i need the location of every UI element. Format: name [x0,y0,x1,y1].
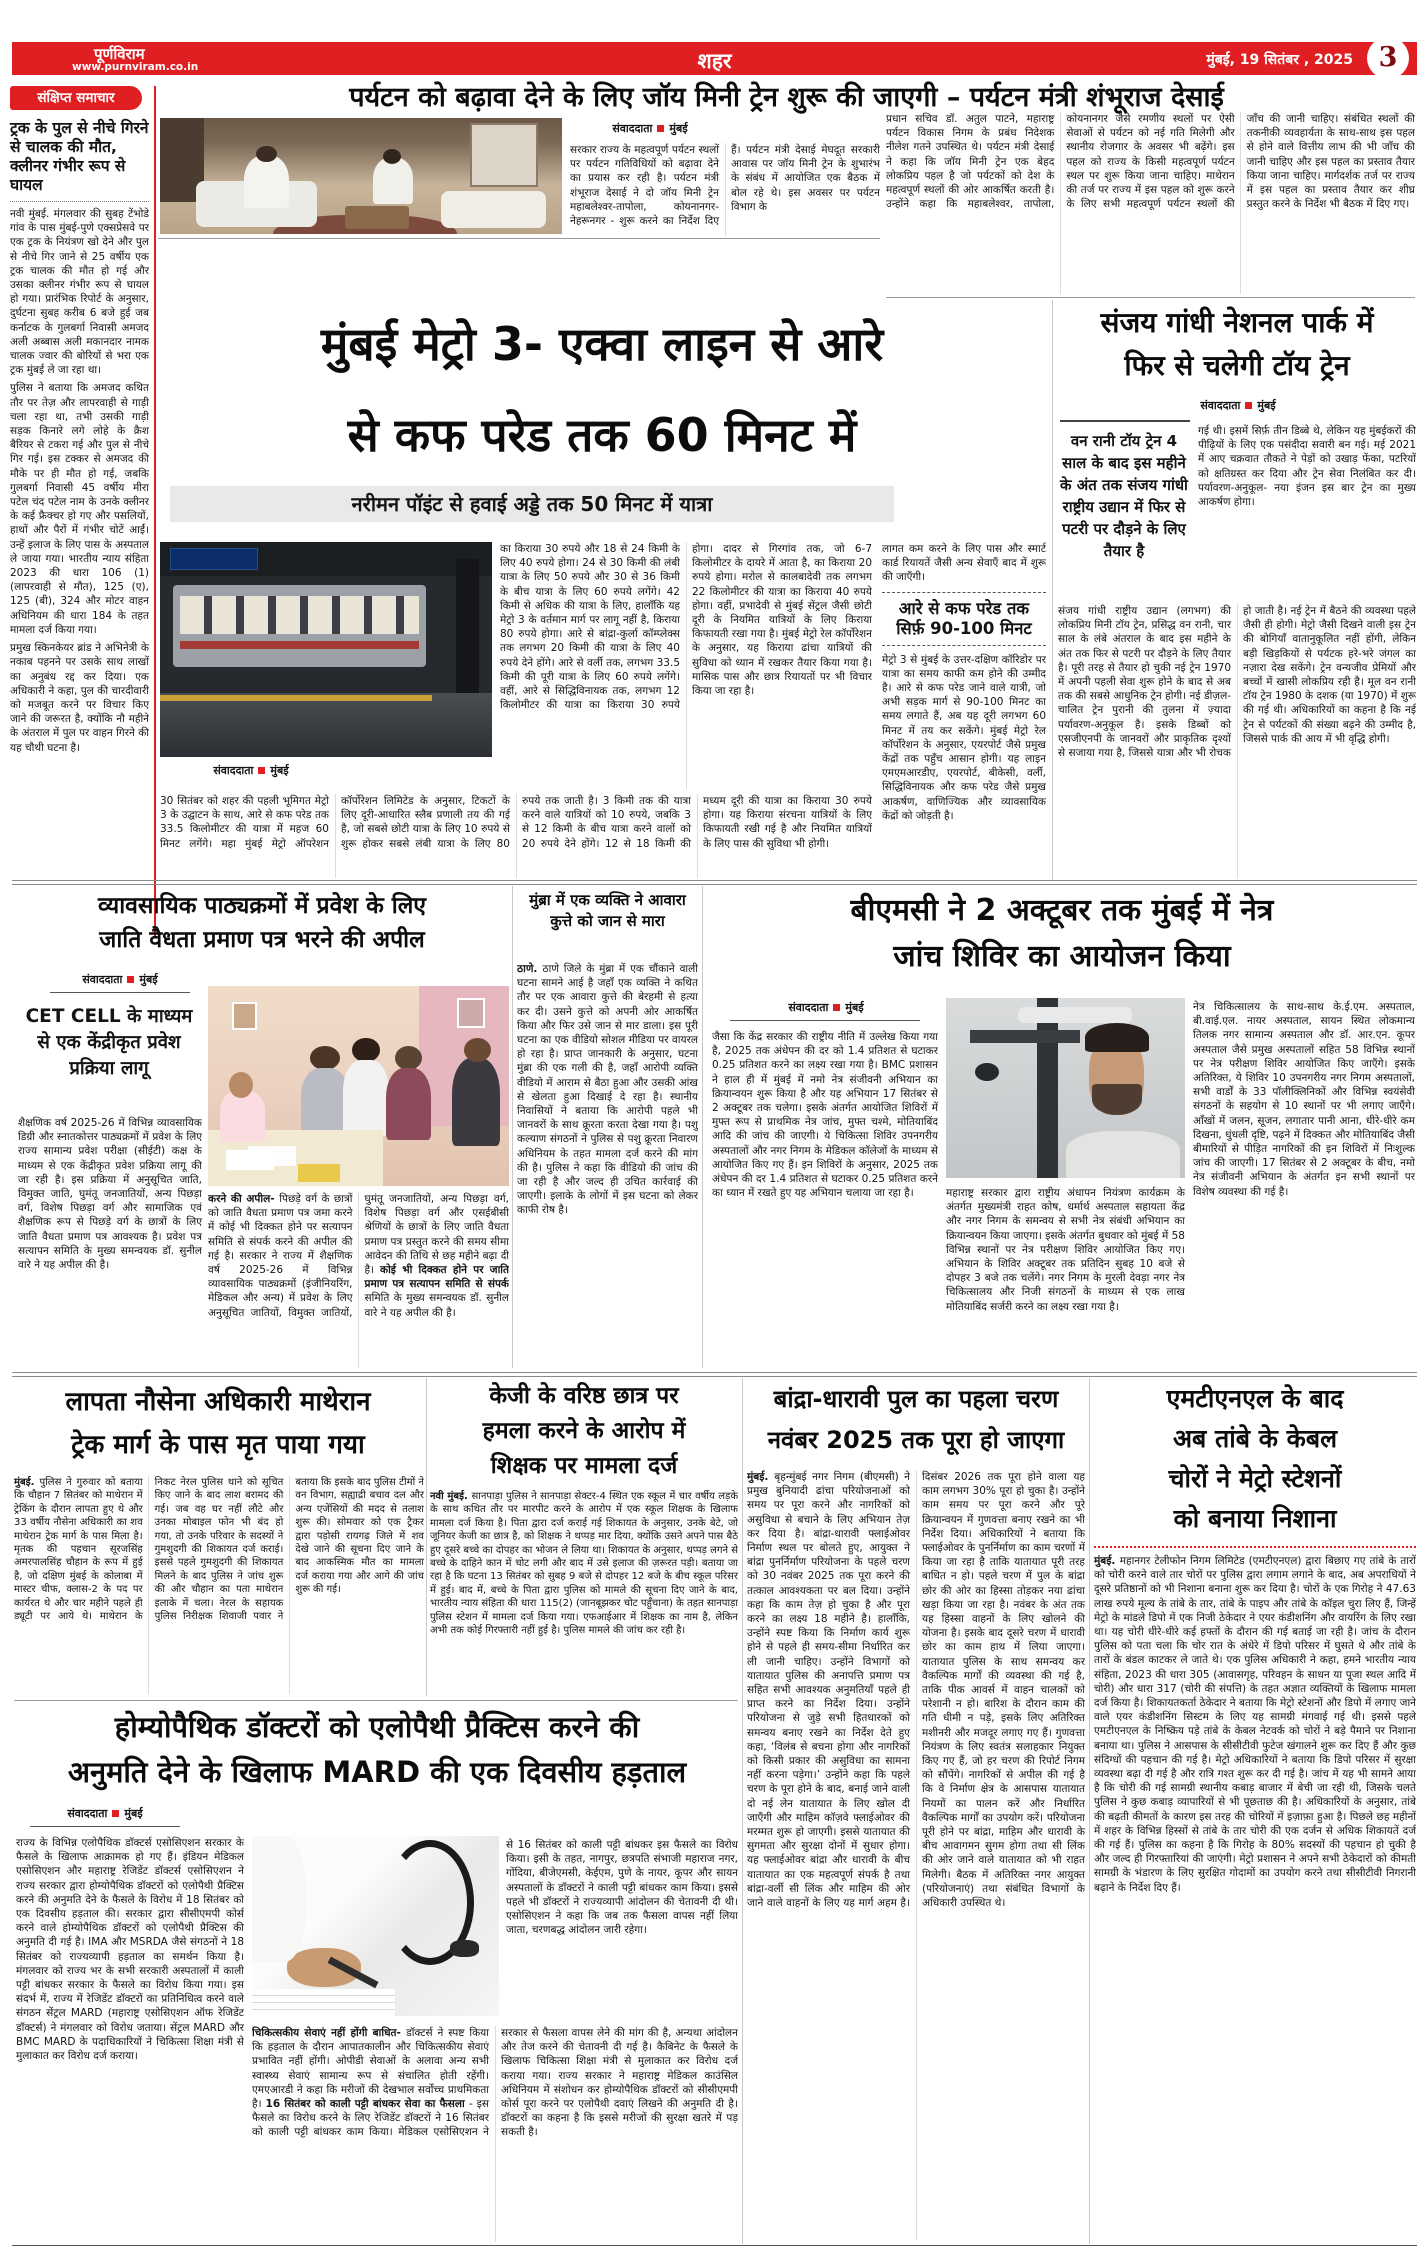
column-divider [1089,1378,1090,2244]
bandra-body-text: बृहन्मुंबई नगर निगम (बीएमसी) ने प्रमुख बुनियादी ढांचा परियोजनाओं को समय पर पूरा करने और नागरिकों को असुविधा से बचाने के लिए अभियान तेज़ कर दिया है। बांद्रा-धारावी फ्लाईओवर निर्माण स्थल पर बोलते हुए, आयुक्त ने बांद्रा पुनर्निर्माण परियोजना के पहले चरण को 30 नवंबर 2025 तक पूरा करने की तत्काल आवश्यकता पर बल दिया। उन्होंने कहा कि काम तेज़ हो चुका है और पूरा करने का लक्ष्य 18 महीने है। हालाँकि, उन्होंने स्पष्ट किया कि निर्माण कार्य शुरू होने से पहले ही समय-सीमा निर्धारित कर ली जानी चाहिए। उन्होंने विभागों को यातायात पुलिस की अनापत्ति प्रमाण पत्र सहित सभी आवश्यक अनुमतियाँ पहले ही प्राप्त करने का निर्देश दिया। उन्होंने परियोजना से जुड़े सभी हितधारकों को समन्वय बनाए रखने का निर्देश देते हुए कहा, ‘विलंब से बचना होगा और नागरिकों को किसी प्रकार की असुविधा का सामना नहीं करना पड़ेगा।’ उन्होंने कहा कि पहले चरण के पूरा होने के बाद, बनाई जाने वाली दो नई लेन यातायात के लिए खोल दी जाएँगी और माहिम कॉज़वे फ्लाईओवर की मरम्मत शुरू हो जाएगी। इससे यातायात की सुगमता और सुरक्षा दोनों में सुधार होगा। यह फ्लाईओवर बांद्रा और धारावी के बीच यातायात का एक महत्वपूर्ण संपर्क है तथा बांद्रा-वर्ली सी लिंक और माहिम की ओर जाने वाले वाहनों के लिए यह मार्ग अहम है। दिसंबर 2026 तक पूरा होने वाला यह काम लगभग 30% पूरा हो चुका है। उन्होंने काम समय पर पूरा करने और पूरे क्रियान्वयन में गुणवत्ता बनाए रखने का भी निर्देश दिया। अधिकारियों ने बताया कि फ्लाईओवर के पुनर्निर्माण का काम चरणों में किया जा रहा है ताकि यातायात पूरी तरह बाधित न हो। पहले चरण में पुल के बांद्रा छोर की ओर का हिस्सा तोड़कर नया ढांचा खड़ा किया जा रहा है। नवंबर के अंत तक यह हिस्सा वाहनों के लिए खोलने की योजना है। इसके बाद दूसरे चरण में धारावी छोर का काम हाथ में लिया जाएगा। यातायात पुलिस के साथ समन्वय कर वैकल्पिक मार्गों की व्यवस्था की गई है, ताकि पीक आवर्स में वाहन चालकों को परेशानी न हो। बारिश के दौरान काम की गति धीमी न पड़े, इसके लिए अतिरिक्त मशीनरी और मजदूर लगाए गए हैं। गुणवत्ता नियंत्रण के लिए स्वतंत्र सलाहकार नियुक्त किए गए हैं, जो हर चरण की रिपोर्ट निगम को सौंपेंगे। नागरिकों से अपील की गई है कि वे निर्माण क्षेत्र के आसपास यातायात नियमों का पालन करें और निर्धारित वैकल्पिक मार्गों का उपयोग करें। परियोजना पूरी होने पर बांद्रा, माहिम और धारावी के बीच आवागमन सुगम होगा तथा सी लिंक की ओर जाने वाले यातायात को भी राहत मिलेगी। बैठक में अतिरिक्त नगर आयुक्त (परियोजनाएं) तथा संबंधित विभागों के अधिकारी उपस्थित थे। [747,1471,1085,1910]
mard-column-1: राज्य के विभिन्न एलोपैथिक डॉक्टर्स एसोसिएशन सरकार के फैसले के खिलाफ आक्रामक हो गए हैं। इंडियन मेडिकल एसोसिएशन और महाराष्ट्र रेजिडेंट डॉक्टर्स एसोसिएशन ने राज्य सरकार द्वारा होम्योपैथिक डॉक्टरों को एलोपैथी प्रैक्टिस करने की अनुमति देने के फैसले के विरोध में 18 सितंबर को एक दिवसीय हड़ताल की। सरकार द्वारा सीसीएमपी कोर्स करने वाले होम्योपैथिक डॉक्टरों को एलोपैथी प्रैक्टिस की अनुमति दी गई है। IMA और MSRDA जैसे संगठनों ने 18 सितंबर को राज्यव्यापी हड़ताल का समर्थन किया है। मंगलवार को राज्य भर के सभी सरकारी अस्पतालों में काली पट्टी बांधकर सरकार के फैसले का विरोध किया गया। इस संदर्भ में, राज्य में रेजिडेंट डॉक्टरों का प्रतिनिधित्व करने वाले संगठन सेंट्रल MARD (महाराष्ट्र एसोसिएशन ऑफ रेजिडेंट डॉक्टर्स) ने मंगलवार को विरोध जताया। सेंट्रल MARD और BMC MARD के पदाधिकारियों ने चिकित्सा शिक्षा मंत्री से मुलाकात कर विरोध दर्ज कराया। [16,1837,244,2063]
teacher-body [430,1490,738,1694]
page-bottom-rule [12,2245,1417,2246]
byline-rule [730,1020,920,1021]
slit-lamp-column-shape [1037,998,1059,1178]
caste-caption-bold: करने की अपील- [208,1193,280,1205]
byline [20,1806,190,1821]
eye-exam-photo [946,998,1185,1178]
column-divider [512,886,513,1368]
table-shape [345,206,409,229]
bandra-body [747,1470,1085,2240]
mard-column-2: से 16 सितंबर को काली पट्टी बांधकर इस फैसले का विरोध किया। इसी के तहत, नागपुर, छत्रपति संभाजी महाराज नगर, गोंदिया, बीजेएमसी, केईएम, पुणे के नायर, कूपर और सायन अस्पतालों के डॉक्टरों ने काली पट्टी बांधकर काम किया। इससे पहले भी डॉक्टरों ने राज्यव्यापी आंदोलन की चेतावनी दी थी। एसोसिएशन ने कहा कि जब तक फैसला वापस नहीं लिया जाता, चरणबद्ध आंदोलन जारी रहेगा। [506,1839,738,1937]
mard-doctor-photo [252,1836,499,2016]
byline-rule [1060,420,1190,422]
brief-headline: ट्रक के पुल से नीचे गिरने से चालक की मौत, क्लीनर गंभीर रूप से घायल [10,119,149,202]
person-head-shape [395,1046,422,1070]
byline [166,763,336,778]
navy-dateline: मुंबई. [14,1477,40,1488]
cable-body-text: महानगर टेलीफोन निगम लिमिटेड (एमटीएनएल) द्वारा बिछाए गए तांबे के तारों को चोरी करने वाले तार चोरों पर पुलिस द्वारा लगाम लगाने के बाद, अब अपराधियों ने दूसरे प्रतिष्ठानों को भी निशाना बनाना शुरू कर दिया है। चोरों के एक गिरोह ने 47.63 लाख रुपये मूल्य के तांबे के तार, तांबे के पाइप और तांबे के कॉइल चुरा लिए हैं, जिन्हें मेट्रो के मांडले डिपो में एक निजी ठेकेदार ने एयर कंडीशनिंग और वायरिंग के लिए रखा था। यह चोरी धीरे-धीरे कई हफ्तों के दौरान की गई बताई जा रही है। जांच के दौरान पुलिस को पता चला कि चोर रात के अंधेरे में डिपो परिसर में घुसते थे और तांबे के तारों के बंडल काटकर ले जाते थे। एक पुलिस अधिकारी ने कहा, हमने भारतीय न्याय संहिता, 2023 की धारा 305 (आवासगृह, परिवहन के साधन या पूजा स्थल आदि में चोरी) और धारा 317 (चोरी की संपत्ति) के तहत अज्ञात व्यक्तियों के खिलाफ मामला दर्ज किया है। शिकायतकर्ता ठेकेदार ने बताया कि मेट्रो स्टेशनों और डिपो में लगाए जाने वाले एयर कंडीशनिंग सिस्टम के लिए यह सामग्री मंगवाई गई थी। इससे पहले एमटीएनएल के निष्क्रिय पड़े तांबे के केबल नेटवर्क को चोरों ने बड़े पैमाने पर निशाना बनाया था। पुलिस ने आसपास के सीसीटीवी फुटेज खंगालने शुरू कर दिए हैं और कुछ संदिग्धों की पहचान की गई है। मेट्रो अधिकारियों ने बताया कि डिपो परिसर में सुरक्षा व्यवस्था बढ़ा दी गई है और रात्रि गश्त शुरू कर दी गई है। जांच में यह भी सामने आया है कि चोरी की गई सामग्री स्थानीय कबाड़ बाजार में बेची जा रही थी, जिसके चलते पुलिस ने कुछ कबाड़ व्यापारियों से भी पूछताछ की है। अधिकारियों के अनुसार, तांबे की बढ़ती कीमतों के कारण इस तरह की चोरियों में इज़ाफ़ा हुआ है। पिछले छह महीनों में शहर के विभिन्न हिस्सों से तांबे के तार चोरी की एक दर्जन से अधिक शिकायतें दर्ज की गई हैं। पुलिस का कहना है कि गिरोह के 80% सदस्यों की पहचान हो चुकी है और जल्द ही गिरफ्तारियां की जाएंगी। मेट्रो प्रशासन ने अपने सभी ठेकेदारों को कीमती सामग्री के भंडारण के लिए सुरक्षित गोदामों का उपयोग करने तथा सीसीटीवी निगरानी बढ़ाने के निर्देश दिए हैं। [1094,1555,1416,1894]
eye-column-1: जैसा कि केंद्र सरकार की राष्ट्रीय नीति में उल्लेख किया गया है, 2025 तक अंधेपन की दर को 1.4 प्रतिशत से घटाकर 0.25 प्रतिशत करने का लक्ष्य रखा गया है। BMC प्रशासन ने हाल ही में मुंबई में नमो नेत्र संजीवनी अभियान का क्रियान्वयन शुरू किया है और यह अभियान 17 सितंबर से 2 अक्टूबर तक चलेगा। इसके अंतर्गत आयोजित शिविरों में मुफ्त रूप से प्राथमिक नेत्र जांच, मुफ्त चश्मे, मोतियाबिंद आदि की जांच की जाएगी। ये चिकित्सा शिविर उपनगरीय अस्पतालों और नगर निगम के मेडिकल कॉलेजों के माध्यम से आयोजित किए गए हैं। इन शिविरों के अनुसार, 2025 तक अंधेपन की दर 1.4 प्रतिशत से घटाकर 0.25 प्रतिशत करने का ध्यान में रखते हुए यह अभियान चलाया जा रहा है। [712,1031,938,1200]
frame-shape [457,998,485,1028]
station-sign-shape [170,548,258,569]
byline-city: मुंबई [1257,399,1276,412]
column-divider [742,1378,743,2244]
cable-headline-line2: अब तांबे के केबल [1172,1424,1338,1453]
navy-body-text: पुलिस ने गुरुवार को बताया कि चौहान 7 सितंबर को माथेरान में ट्रेकिंग के दौरान लापता हुए थे और 33 वर्षीय नौसेना अधिकारी का शव माथेरान ट्रेक मार्ग के पास मिला है। मृतक की पहचान सूरजसिंह अमरपालसिंह चौहान के रूप में हुई है, जो दक्षिण मुंबई के कोलाबा में मास्टर चीफ, क्लास-2 के पद पर कार्यरत थे और चार महीने पहले ही ड्यूटी पर आये थे। माथेरान के निकट नेरल पुलिस थाने को सूचित किए जाने के बाद लाश बरामद की गई। जब वह घर नहीं लौटे और उनका मोबाइल फोन भी बंद हो गया, तो उनके परिवार के सदस्यों ने गुमशुदगी की शिकायत दर्ज कराई। इससे पहले गुमशुदगी की शिकायत मिलने के बाद पुलिस ने जांच शुरू की और चौहान का पता माथेरान इलाके में चला। नेरल के सहायक पुलिस निरीक्षक शिवाजी पवार ने बताया कि इसके बाद पुलिस टीमों ने वन विभाग, सह्याद्री बचाव दल और अन्य एजेंसियों की मदद से तलाश शुरू की। सोमवार को एक ट्रैकर द्वारा पड़ोसी रायगढ़ जिले में शव देखे जाने की सूचना दिए जाने के बाद आकस्मिक मौत का मामला दर्ज कराया गया और आगे की जांच शुरू की गई। [14,1477,424,1623]
shirt-shape [1066,1131,1181,1178]
byline-label: संवाददाता [213,764,254,777]
byline-label: संवाददाता [82,973,123,986]
metro-subhead-bar: नरीमन पॉइंट से हवाई अड्डे तक 50 मिनट में यात्रा [170,486,894,522]
caste-bold-tail: कोई भी दिक्कत होने पर जाति प्रमाण पत्र सत्यापन समिति से संपर्क [364,1264,509,1291]
sofa-right-shape [441,191,546,228]
caste-headline-line2: जाति वैधता प्रमाण पत्र भरने की अपील [99,927,425,953]
brief-para: पुलिस ने बताया कि अमजद कथित तौर पर तेज़ और लापरवाही से गाड़ी चला रहा था, तभी उसकी गाड़ी सड़क किनारे लगे लोहे के क्रैश बैरियर से टकरा गई और पुल से नीचे गिर गई। इस टक्कर से अमजद की मौके पर ही मौत हो गई, जबकि गुलबर्गा निवासी 45 वर्षीय मीरा पटेल चंद पटेल नाम के उनके क्लीनर के कई फ्रैक्चर हो गए और पसलियों, हाथों और पैरों में गंभीर चोटें आईं। उन्हें इलाज के लिए पास के अस्पताल ले जाया गया। भारतीय न्याय संहिता 2023 की धारा 106 (1) (लापरवाही से मौत), 125 (ए), 125 (बी), 324 और मोटर वाहन अधिनियम की धारा 184 के तहत मामला दर्ज किया गया। [10,382,149,636]
dog-dateline: ठाणे. [517,963,543,975]
byline-label: संवाददाता [67,1807,108,1820]
byline-label: संवाददाता [1200,399,1241,412]
page-number-badge: 3 [1367,37,1409,79]
mard-subhead-1-text: डॉक्टर्स ने स्पष्ट किया कि हड़ताल के दौरान आपातकालीन और चिकित्सकीय सेवाएं प्रभावित नहीं होंगी। ओपीडी सेवाओं के अलावा अन्य सभी स्वास्थ्य सेवाएं सामान्य रूप से संचालित होती रहेंगी। एमएआरडी ने कहा कि मरीजों की देखभाल सर्वोच्च प्राथमिकता है। [252,2027,489,2111]
navy-body [14,1476,424,1694]
metro-side-top: लागत कम करने के लिए पास और स्मार्ट कार्ड रियायतें जैसी अन्य सेवाएँ बाद में शुरू की जाएँगी। [882,543,1046,584]
person-shape [244,155,288,208]
mard-headline-line2: अनुमति देने के खिलाफ MARD की एक दिवसीय हड़ताल [67,1755,687,1789]
brief-para: प्रमुख स्किनकेयर ब्रांड ने अभिनेत्री के नकाब पहनने पर उसके साथ लाखों का अनुबंध रद्द कर दिया। एक अधिकारी ने कहा, पुल की चारदीवारी को मजबूत करने पर विचार किए जाने की जरूरत है, क्योंकि नौ महीने के अंतराल में पुल पर वाहन गिरने की यह चौथी घटना है। [10,642,149,754]
cable-body [1094,1554,1416,2242]
navy-headline-line1: लापता नौसेना अधिकारी माथेरान [65,1387,371,1417]
byline-square-icon [833,1004,840,1011]
metro-headline-line2: से कफ परेड तक 60 मिनट में [347,408,857,462]
byline [1093,398,1383,413]
byline-label: संवाददाता [612,122,653,135]
byline-square-icon [127,976,134,983]
frame-shape [232,1002,257,1030]
caste-pull-quote: CET CELL के माध्यम से एक केंद्रीकृत प्रवेश प्रक्रिया लागू [25,1006,193,1079]
byline-label: संवाददाता [788,1001,829,1014]
mard-subhead-1: चिकित्सकीय सेवाएं नहीं होंगी बाधित- [252,2027,407,2039]
bandra-headline-line1: बांद्रा-धारावी पुल का पहला चरण [773,1385,1059,1413]
hair-shape [1085,1023,1150,1052]
metro-bottom-band: 30 सितंबर को शहर की पहली भूमिगत मेट्रो 3 के उद्घाटन के साथ, आरे से कफ परेड तक 33.5 किलोमीटर की यात्रा में महज 60 मिनट लगेंगे। महा मुंबई मेट्रो ऑपरेशन कॉर्पोरेशन लिमिटेड के अनुसार, टिकटों के लिए दूरी-आधारित स्लैब प्रणाली तय की गई है, जो सबसे छोटी यात्रा के लिए 10 रुपये से शुरू होकर सबसे लंबी यात्रा के लिए 80 रुपये तक जाती है। 3 किमी तक की यात्रा करने वाले यात्रियों को 10 रुपये, जबकि 3 से 12 किमी के बीच यात्रा करने वालों को 20 रुपये देने होंगे। 12 से 18 किमी की मध्यम दूरी की यात्रा का किराया 30 रुपये होगा। यह किराया संरचना यात्रियों के लिए किफायती रखी गई है और नियमित यात्रियों के लिए पास की सुविधा भी होगी। [160,795,872,850]
headrest-shape [1018,1007,1133,1023]
metro-platform-photo [160,542,492,757]
metro-fare-columns: का किराया 30 रुपये और 18 से 24 किमी के लिए 40 रुपये होगा। 24 से 30 किमी की लंबी यात्रा के लिए 50 रुपये और 30 से 36 किमी के बीच यात्रा के लिए 60 रुपये लगेंगे। 42 किमी से अधिक की यात्रा के लिए, हालाँकि यह मेट्रो 3 के वर्तमान मार्ग पर लागू नहीं है, किराया 80 रुपये होगा। आरे से बांद्रा-कुर्ला कॉम्प्लेक्स तक लगभग 20 किमी की यात्रा के लिए 40 रुपये देने होंगे। आरे से वर्ली तक, लगभग 33.5 किमी की पूरी यात्रा के लिए 60 रुपये लगेंगे। वहीं, आरे से सिद्धिविनायक तक, लगभग 12 किलोमीटर की यात्रा का किराया 30 रुपये होगा। दादर से गिरगांव तक, जो 6-7 किलोमीटर के दायरे में आता है, का किराया 20 रुपये होगा। मरोल से कालबादेवी तक लगभग 22 किलोमीटर की यात्रा का किराया 40 रुपये होगा। वहीं, प्रभादेवी से मुंबई सेंट्रल जैसी छोटी दूरी के नियमित यात्रियों के लिए किराया किफायती रखा गया है। मुंबई मेट्रो रेल कॉर्पोरेशन के अनुसार, यह किराया ढांचा यात्रियों की सुविधा को ध्यान में रखकर तैयार किया गया है। मासिक पास और छात्र रियायतों पर भी विचार किया जा रहा है। [500,543,872,712]
stethoscope-chestpiece-shape [450,1940,480,1956]
train-stripe-shape [180,641,419,650]
caste-admission-photo [208,986,509,1186]
section-title: शहर [697,49,732,73]
red-dotted-rule [1094,1546,1416,1548]
paper-name: पूर्णविराम [94,45,145,63]
person-head-shape [256,146,276,162]
folder-shape [298,1164,340,1182]
paper-website: www.purnviram.co.in [72,61,199,73]
byline-square-icon [112,1810,119,1817]
toytrain-headline-line1: संजय गांधी नेशनल पार्क में [1100,306,1374,339]
mard-lower-band [252,2026,738,2242]
metro-side-column [882,542,1046,880]
metro-side-bottom: मेट्रो 3 से मुंबई के उत्तर-दक्षिण कॉरिडोर पर यात्रा का समय काफी कम होने की उम्मीद है। आरे से कफ परेड जाने वाले यात्री, जो अभी सड़क मार्ग से 90-100 मिनट का समय लगाते हैं, अब यह दूरी लगभग 60 मिनट में तय कर सकेंगे। मुंबई मेट्रो रेल कॉर्पोरेशन के अनुसार, एयरपोर्ट जैसे प्रमुख केंद्रों तक पहुँच आसान होगी। यह लाइन एमएमआरडीए, एयरपोर्ट, बीकेसी, वर्ली, सिद्धिविनायक और कफ परेड जैसे प्रमुख आकर्षण, वाणिज्यिक और व्यावसायिक केंद्रों को जोड़ती है। [882,653,1046,822]
bandra-headline-line2: नवंबर 2025 तक पूरा हो जाएगा [767,1426,1065,1454]
safety-line-shape [160,695,432,701]
papers-shape [226,1150,274,1170]
person-head-shape [352,1038,379,1062]
metro-fact-box [882,592,1046,646]
teacher-dateline: नवी मुंबई. [430,1491,472,1502]
section-separator [12,1372,1417,1377]
cable-headline-line1: एमटीएनएल के बाद [1166,1384,1344,1413]
masthead-bar [12,42,1417,75]
toytrain-pull-quote: वन रानी टॉय ट्रेन 4 साल के बाद इस महीने के अंत तक संजय गांधी राष्ट्रीय उद्यान में फिर से पटरी पर दौड़ने के लिए तैयार है [1060,432,1188,560]
toytrain-headline-line2: फिर से चलेगी टॉय ट्रेन [1124,349,1350,382]
byline-city: मुंबई [139,973,158,986]
brief-news-rail [10,86,156,936]
person-shape [386,1068,431,1140]
beard-shape [1092,1084,1142,1115]
fact-box-line1: आरे से कफ परेड तक [898,598,1030,618]
teacher-body-text: सानपाड़ा पुलिस ने सानपाड़ा सेक्टर-4 स्थित एक स्कूल में चार वर्षीय लड़के के साथ कथित तौर पर मारपीट करने के आरोप में एक स्कूल शिक्षक के खिलाफ मामला दर्ज किया है। पिता द्वारा दर्ज कराई गई शिकायत के अनुसार, उनके बेटे, जो जूनियर केजी का छात्र है, को शिक्षक ने थप्पड़ मार दिया, क्योंकि उसने अपने पास बैठे हुए दूसरे बच्चे का दोपहर का भोजन ले लिया था। शिकायत के अनुसार, थप्पड़ लगने से बच्चे के दाहिने कान में चोट लगी और बाद में उसे इलाज की ज़रूरत पड़ी। बताया जा रहा है कि घटना 13 सितंबर को सुबह 9 बजे से दोपहर 12 बजे के बीच स्कूल परिसर में हुई। बाद में, बच्चे के पिता द्वारा पुलिस को मामले की सूचना दिए जाने के बाद, भारतीय न्याय संहिता की धारा 115(2) (जानबूझकर चोट पहुँचाना) के तहत सानपाड़ा पुलिस स्टेशन में मामला दर्ज किया गया। एफआईआर में शिक्षक का नाम है, लेकिन अभी तक कोई गिरफ्तारी नहीं हुई है। पुलिस मामले की जांच कर रही है। [430,1491,738,1637]
divider [886,297,1415,298]
teacher-headline-line2: हमला करने के आरोप में [482,1418,686,1444]
byline-city: मुंबई [669,122,688,135]
toytrain-body-right: गई थी। इसमें सिर्फ़ तीन डिब्बे थे, लेकिन यह मुंबईकरों की पीढ़ियों के लिए एक पसंदीदा सवारी बन गई। मई 2021 में आए चक्रवात तौकते ने पेड़ों को उखाड़ फेंका, पटरियों को क्षतिग्रस्त कर दिया और ट्रेन सेवा निलंबित कर दी। पर्यावरण-अनुकूल- नया इंजन इस बार ट्रेन का मुख्य आकर्षण होगा। [1198,425,1416,509]
dog-body [517,962,698,1366]
mard-closing-text: कैबिनेट के फैसले के खिलाफ चिकित्सा शिक्षा मंत्री से मुलाकात कर विरोध दर्ज कराया गया। राज्य सरकार ने महाराष्ट्र मेडिकल काउंसिल अधिनियम में संशोधन कर होम्योपैथिक डॉक्टरों को सीसीएमपी कोर्स पूरा करने पर एलोपैथी दवाएं लिखने की अनुमति दी है। डॉक्टरों का कहना है कि इससे मरीजों की सुरक्षा खतरे में पड़ सकती है। [501,2041,738,2139]
byline-city: मुंबई [124,1807,143,1820]
mard-subhead-2: 16 सितंबर को काली पट्टी बांधकर सेवा का फैसला [265,2098,469,2111]
section-separator [12,880,1417,885]
caste-body-text: सरकार ने राज्य में शैक्षणिक वर्ष 2025-26 में विभिन्न व्यावसायिक पाठ्यक्रमों (इंजीनियरिंग, मेडिकल और अन्य) में प्रवेश के लिए अनुसूचित जातियों, विमुक्त जातियों, घुमंतू जनजातियों, अन्य पिछड़ा वर्ग, विशेष पिछड़ा वर्ग और एसईबीसी श्रेणियों के छात्रों के लिए जाति वैधता प्रमाण पत्र प्रस्तुत करने की समय सीमा आवेदन की तिथि से छह महीने बढ़ा दी है। [208,1193,509,1319]
column-divider [426,1378,427,1696]
cable-headline-line3: चोरों ने मेट्रो स्टेशनों [1168,1464,1342,1493]
tourism-body-left: सरकार राज्य के महत्वपूर्ण पर्यटन स्थलों पर पर्यटन गतिविधियों को बढ़ावा देने का प्रयास कर रही है। पर्यटन मंत्री शंभूराज देसाई ने दो जॉय मिनी ट्रेन महाबलेश्वर-तापोला, कोयनानगर-नेहरूनगर - शुरू करने का निर्देश दिए हैं। पर्यटन मंत्री देसाई मेघदूत सरकारी आवास पर जॉय मिनी ट्रेन के शुभारंभ के संबंध में आयोजित एक बैठक में बोल रहे थे। इस अवसर पर पर्यटन विभाग के [570,144,880,228]
byline-rule [30,1826,180,1827]
brief-news-tag: संक्षिप्त समाचार [10,86,142,110]
teacher-headline-line3: शिक्षक पर मामला दर्ज [490,1453,678,1479]
column-divider [1052,300,1053,880]
eye-headline-line2: जांच शिविर का आयोजन किया [893,939,1231,974]
metro-headline-line1: मुंबई मेट्रो 3- एक्वा लाइन से आरे [320,317,884,371]
person-shape [301,1068,349,1136]
byline-city: मुंबई [845,1001,864,1014]
toytrain-body-bottom: संजय गांधी राष्ट्रीय उद्यान (लगभग) की लोकप्रिय मिनी टॉय ट्रेन, प्रसिद्ध वन रानी, चार साल के लंबे अंतराल के बाद इस महीने के अंत तक फिर से पटरी पर दौड़ने के लिए तैयार है। पूरी तरह से तैयार हो चुकी नई ट्रेन 1970 में अपनी पहली सेवा शुरू होने के बाद से अब तक की सबसे आधुनिक ट्रेन होगी। नई डीज़ल-चालित ट्रेन पुरानी की तुलना में ज़्यादा पर्यावरण-अनुकूल है। इसके डिब्बों को एसजीएनपी के जानवरों और प्राकृतिक दृश्यों से सजाया गया है, जिससे यात्रा और भी रोचक हो जाती है। नई ट्रेन में बैठने की व्यवस्था पहले जैसी ही होगी। मेट्रो जैसी दिखने वाली इस ट्रेन की बोगियाँ वातानुकूलित नहीं होंगी, लेकिन बड़ी खिड़कियों से पर्यटक हरे-भरे जंगल का नज़ारा देख सकेंगे। ट्रेन वन्यजीव प्रेमियों और बच्चों में खासी लोकप्रिय रही है। मूल वन रानी टॉय ट्रेन 1980 के दशक (या 1970) में शुरू की गई थी। अधिकारियों का कहना है कि नई ट्रेन से पर्यटकों की संख्या बढ़ने की उम्मीद है, जिससे पार्क की आय में भी वृद्धि होगी। [1058,605,1416,760]
person-head-shape [464,1038,491,1062]
cable-dateline: मुंबई. [1094,1555,1120,1567]
eye-headline-line1: बीएमसी ने 2 अक्टूबर तक मुंबई में नेत्र [850,893,1274,928]
caste-headline-line1: व्यावसायिक पाठ्यक्रमों में प्रवेश के लिए [97,893,427,919]
column-divider [702,886,703,1368]
byline-city: मुंबई [270,764,289,777]
teacher-headline-line1: केजी के वरिष्ठ छात्र पर [489,1383,679,1409]
lens-knob-shape [975,1063,999,1081]
person-head-shape [229,1072,253,1098]
window-shape [470,123,538,187]
train-windows-shape [180,596,419,635]
byline-square-icon [258,767,265,774]
byline-rule [50,992,190,993]
dog-headline: मुंब्रा में एक व्यक्ति ने आवारा कुत्ते को जान से मारा [529,891,686,930]
byline [570,121,730,136]
paper-shape [252,1989,395,2016]
navy-headline-line2: ट्रेक मार्ग के पास मृत पाया गया [71,1430,365,1460]
machine-arm-shape [970,1030,1080,1043]
bandra-dateline: मुंबई. [747,1471,775,1483]
caste-body-columns [208,1192,509,1368]
dog-body-text: ठाणे जिले के मुंब्रा में एक चौंकाने वाली घटना सामने आई है जहाँ एक व्यक्ति ने कथित तौर पर एक आवारा कुत्ते की बेरहमी से हत्या कर दी। उसने कुत्ते को अपनी ओर आकर्षित किया और फिर उसे जान से मार डाला। इस पूरी घटना का एक वीडियो सोशल मीडिया पर वायरल हो रहा है। प्राप्त जानकारी के अनुसार, घटना मुंब्रा की एक गली की है, जहाँ आरोपी व्यक्ति वीडियो में आराम से बैठा हुआ और उसकी आंख से खेलता हुआ दिखाई दे रहा है। स्थानीय निवासियों ने बताया कि आरोपी पहले भी जानवरों के साथ क्रूरता करता देखा गया है। पशु कल्याण संगठनों ने पुलिस से पशु क्रूरता निवारण अधिनियम के तहत मामला दर्ज करने की मांग की है। पुलिस ने कहा कि वीडियो की जांच की जा रही है और जल्द ही उचित कार्रवाई की जाएगी। इलाके के लोगों में इस घटना को लेकर काफी रोष है। [517,963,698,1217]
person-shape [343,1060,388,1136]
caste-tail-text: समिति के मुख्य समन्वयक डॉ. सुनील वारे ने यह अपील की है। [364,1292,509,1319]
fact-box-line2: सिर्फ़ 90-100 मिनट [896,618,1032,638]
divider [14,1700,738,1701]
eye-column-3: नेत्र चिकित्सालय के साथ-साथ के.ई.एम. अस्पताल, बी.वाई.एल. नायर अस्पताल, सायन स्थित लोकमान्य तिलक नगर सामान्य अस्पताल और डॉ. आर.एन. कूपर अस्पताल जैसे प्रमुख अस्पतालों सहित 58 विभिन्न स्थानों पर नेत्र परीक्षण शिविर आयोजित किए जाएँगे। इसके अतिरिक्त, ये शिविर 10 उपनगरीय नगर निगम अस्पतालों, सभी वार्डों के 33 पॉलीक्लिनिकों और विभिन्न स्वयंसेवी संगठनों के सहयोग से 10 स्थानों पर भी लगाए जाएँगे। आँखों में जलन, सूजन, लगातार पानी आना, धीरे-धीरे कम दिखना, धुंधली दृष्टि, पढ़ने में दिक्कत और मोतियाबिंद जैसी बीमारियों से पीड़ित नागरिकों की इन शिविरों में निःशुल्क जांच की जाएगी। 17 सितंबर से 2 अक्टूबर के बीच, नमो नेत्र संजीवनी अभियान के अंतर्गत इन सभी स्थानों पर विशेष व्यवस्था की गई है। [1193,1001,1415,1198]
edition-dateline: मुंबई, 19 सितंबर , 2025 [1206,52,1353,68]
byline [40,972,200,987]
cable-headline-line4: को बनाया निशाना [1173,1504,1337,1533]
coat-sleeve-shape [252,1836,306,1962]
caste-caption-text: पिछड़े वर्ग के छात्रों को जाति वैधता प्रमाण पत्र जमा करने में कोई भी दिक्कत होने पर सत्यापन समिति से संपर्क करने की अपील की गई है। [208,1193,353,1262]
tourism-headline: पर्यटन को बढ़ावा देने के लिए जॉय मिनी ट्रेन शुरू की जाएगी – पर्यटन मंत्री शंभूराज देसाई [349,82,1224,113]
brief-para: नवी मुंबई. मंगलवार की सुबह टेंभोडे गांव के पास मुंबई-पुणे एक्सप्रेसवे पर एक ट्रक के नियंत्रण खो देने और पुल से नीचे गिर जाने से 25 वर्षीय एक ट्रक चालक की मौत हो गई और उसका क्लीनर गंभीर रूप से घायल हो गया। प्रारंभिक रिपोर्ट के अनुसार, दुर्घटना सुबह करीब 6 बजे हुई जब कर्नाटक के गुलबर्गा निवासी अमजद अली अब्बास अली मकानदार नामक चालक ज्वार की बोरियों से भरा एक ट्रक मुंबई ले जा रहा था। [10,208,149,377]
eye-column-2: महाराष्ट्र सरकार द्वारा राष्ट्रीय अंधापन नियंत्रण कार्यक्रम के अंतर्गत मुख्यमंत्री राहत कोष, धर्मार्थ अस्पताल सहायता केंद्र और नगर निगम के समन्वय से सभी नेत्र संबंधी अभियान का क्रियान्वयन किया जाएगा। इसके अंतर्गत बुधवार को मुंबई में 58 विभिन्न स्थानों पर नेत्र परीक्षण शिविर आयोजित किए गए। अभियान के शिविर अक्टूबर तक प्रतिदिन सुबह 10 बजे से दोपहर 3 बजे तक चलेंगे। नगर निगम के मुरली देवड़ा नगर नेत्र चिकित्सालय और निजी संगठनों के माध्यम से एक लाख मोतियाबिंद सर्जरी करने का लक्ष्य रखा गया है। [946,1187,1185,1313]
mard-subhead-2-text: - इस फैसले का विरोध करने के लिए रेजिडेंट डॉक्टरों ने 16 सितंबर को काली पट्टी बांधकर काम किया। मेडिकल एसोसिएशन ने सरकार से फैसला वापस लेने की मांग की है, अन्यथा आंदोलन और तेज करने की चेतावनी दी गई है। [252,2027,738,2139]
platform-floor-shape [160,693,492,758]
caste-lead: शैक्षणिक वर्ष 2025-26 में विभिन्न व्यावसायिक डिग्री और स्नातकोत्तर पाठ्यक्रमों में प्रवेश के लिए राज्य सामान्य प्रवेश परीक्षा (सीईटी) कक्ष के माध्यम से एक केंद्रीकृत प्रवेश प्रक्रिया लागू की जा रही है। इस प्रक्रिया में अनुसूचित जाति, विमुक्त जाति, घुमंतू जनजातियों, अन्य पिछड़ा वर्ग, विशेष पिछड़ा वर्ग और सामाजिक एवं शैक्षणिक रूप से पिछड़े वर्ग के छात्रों के लिए जाति वैधता प्रमाण पत्र आवश्यक है। प्रवेश पत्र सत्यापन समिति के मुख्य समन्वयक डॉ. सुनील वारे ने यह अपील की है। [18,1117,202,1272]
tourism-meeting-photo [160,118,562,234]
byline-square-icon [1245,402,1252,409]
person-shape [373,157,413,203]
person-shape [452,1058,500,1146]
divider [158,238,880,239]
tourism-body-right: प्रधान सचिव डॉ. अतुल पाटने, महाराष्ट्र पर्यटन विकास निगम के प्रबंध निदेशक नीलेश गतने उपस्थित थे। पर्यटन मंत्री देसाई ने कहा कि जॉय मिनी ट्रेन एक बेहद लोकप्रिय पहल है जो पर्यटकों को देश के महत्वपूर्ण स्थलों की ओर आकर्षित करती है। उन्होंने कहा कि महाबलेश्वर, तापोला, कोयनानगर जैसे रमणीय स्थलों पर ऐसी सेवाओं से पर्यटन को नई गति मिलेगी और स्थानीय रोजगार के अवसर भी बढ़ेंगे। इस पहल को राज्य के किसी महत्वपूर्ण पर्यटन स्थल पर शुरू किया जाना चाहिए। माथेरान की तर्ज पर राज्य में इस पहल को शुरू करने के लिए सभी महत्वपूर्ण पर्यटन स्थलों की जाँच की जानी चाहिए। संबंधित स्थलों की तकनीकी व्यवहार्यता के साथ-साथ इस पहल से होने वाले वित्तीय लाभ की भी जाँच की जानी चाहिए और इस पहल का प्रस्ताव तैयार किया जाना चाहिए। मार्गदर्शक तर्ज पर राज्य में इस पहल का प्रस्ताव तैयार कर शीघ्र प्रस्तुत करने के निर्देश भी बैठक में दिए गए। [886,113,1415,211]
mard-headline-line1: होम्योपैथिक डॉक्टरों को एलोपैथी प्रैक्टिस करने की [114,1710,640,1744]
byline-square-icon [657,125,664,132]
byline [736,1000,916,1015]
